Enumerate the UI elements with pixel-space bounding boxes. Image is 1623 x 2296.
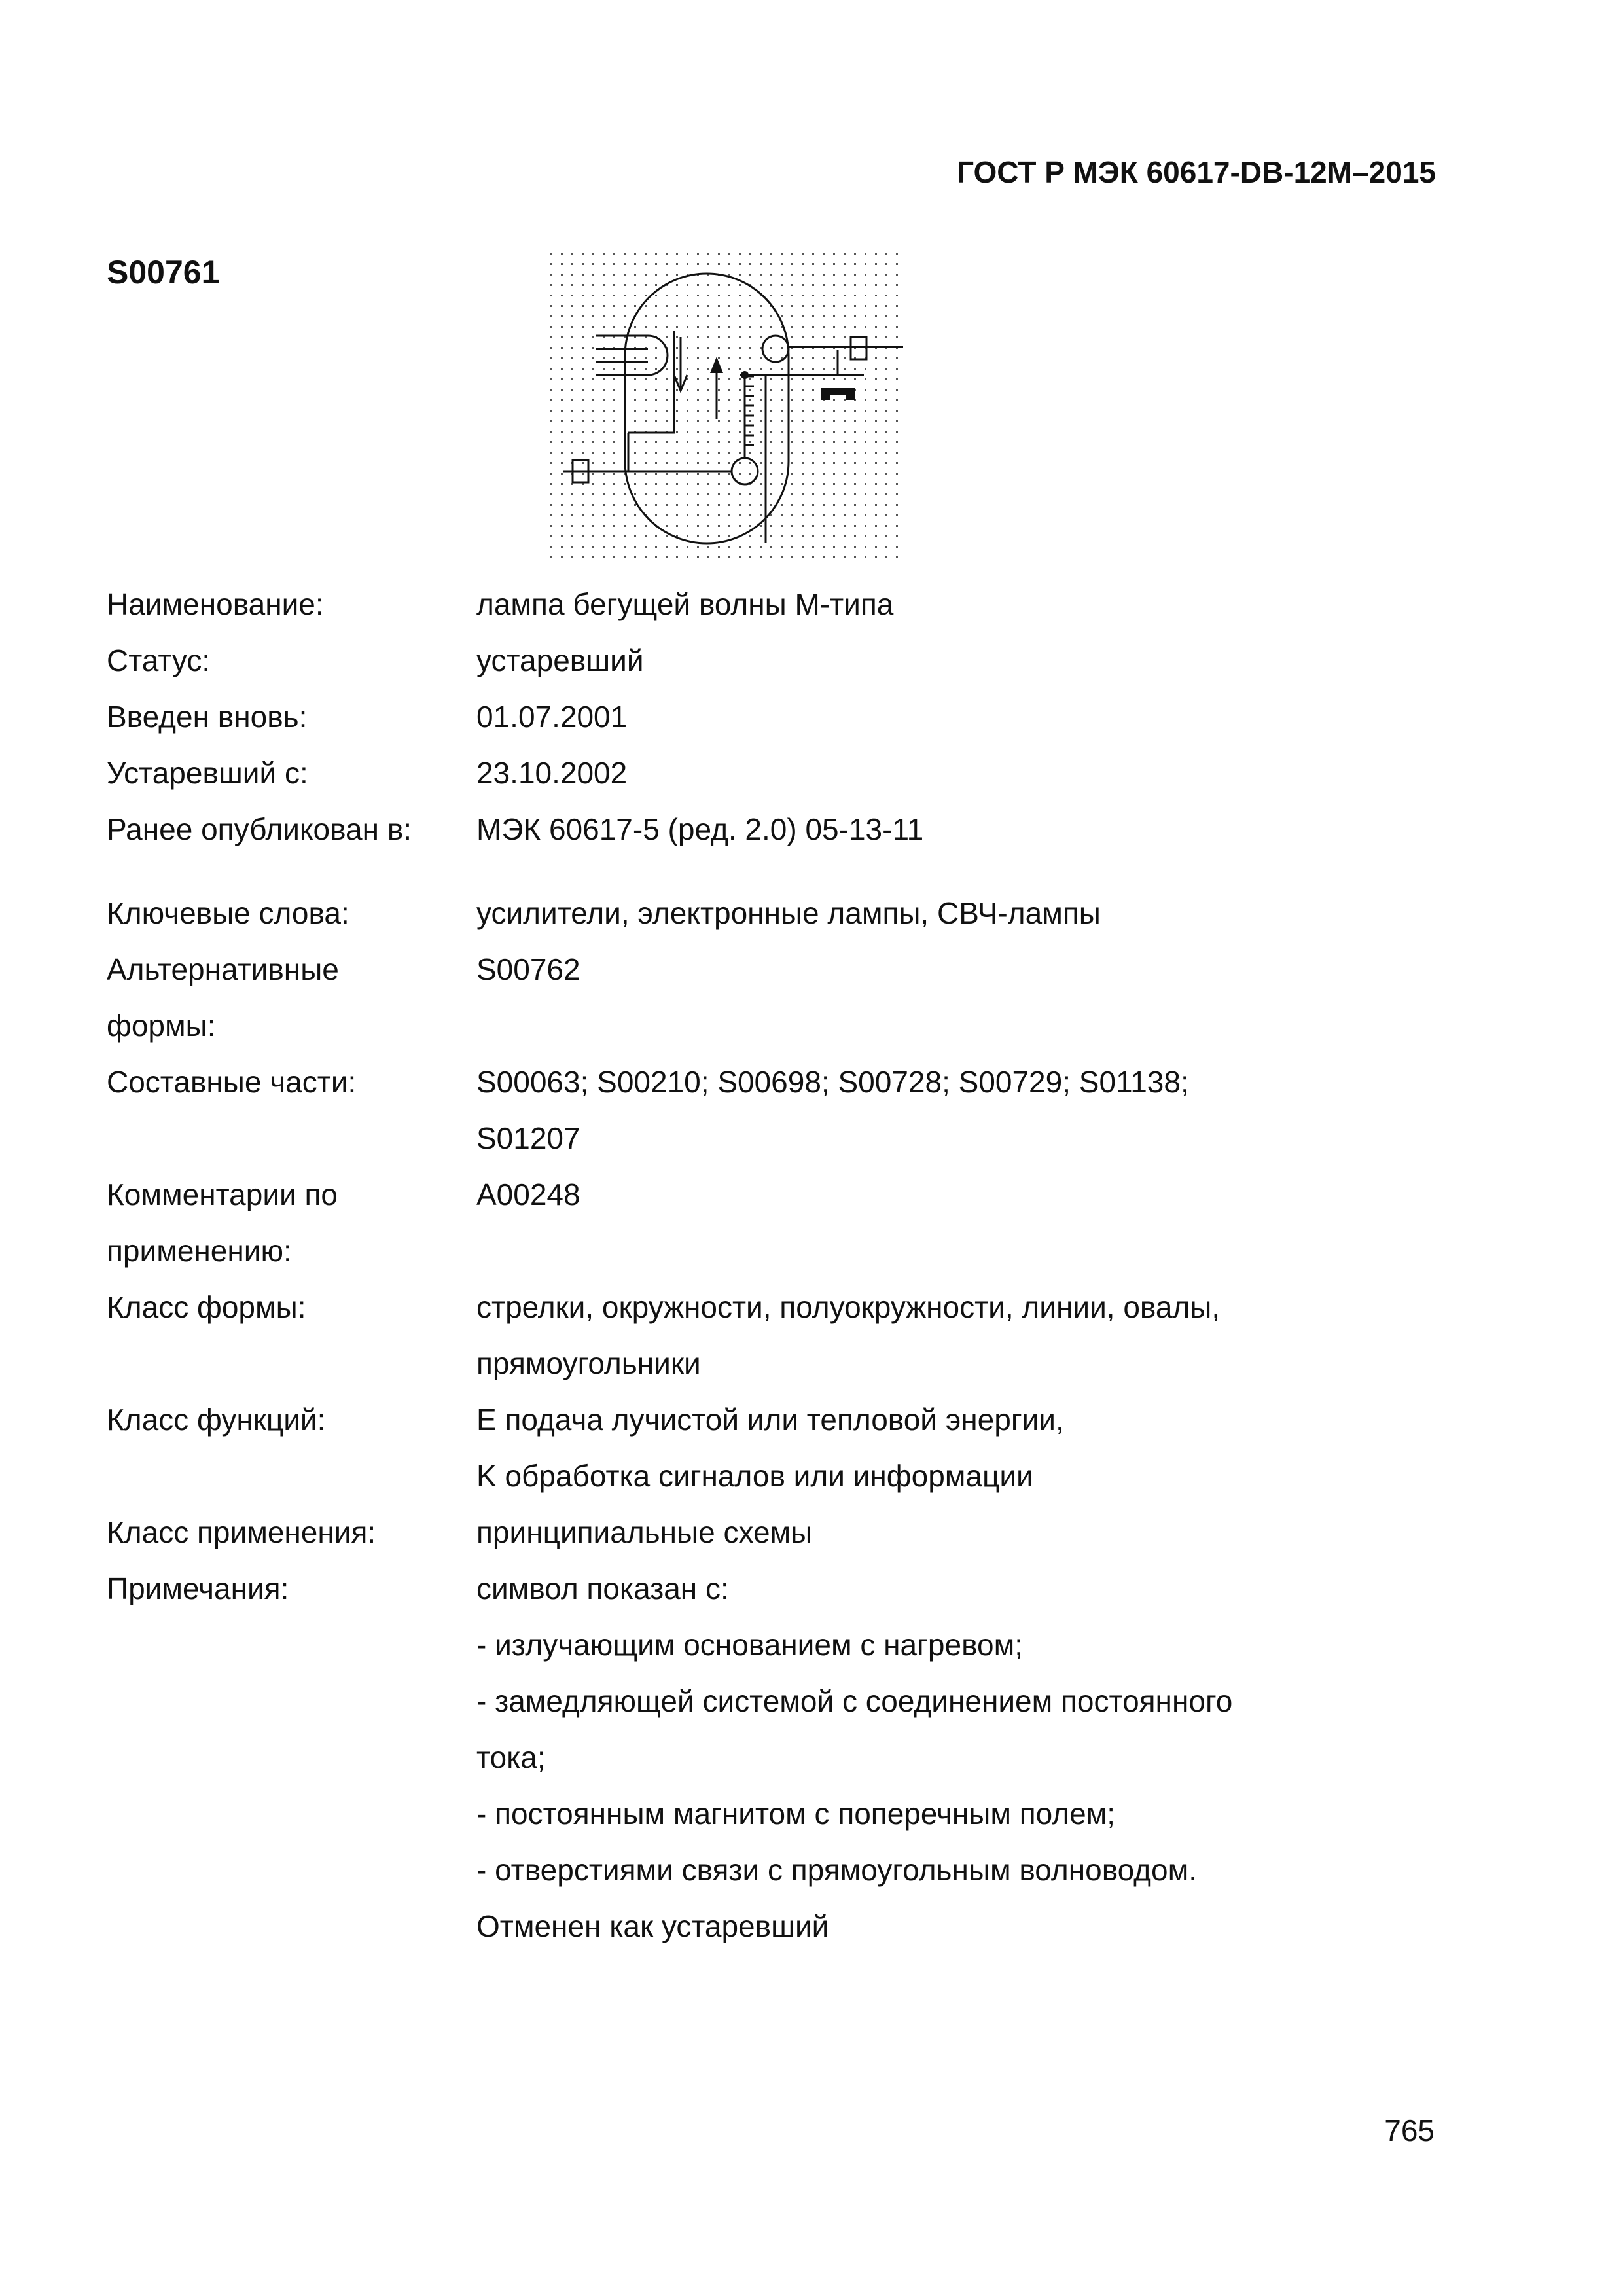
field-name: Наименование: лампа бегущей волны М-типа [107, 587, 894, 621]
field-application-class: Класс применения: принципиальные схемы [107, 1515, 813, 1549]
standard-designation: ГОСТ Р МЭК 60617-DB-12M–2015 [957, 155, 1436, 189]
field-application-notes: Комментарии по применению: A00248 [107, 1177, 580, 1268]
field-status: Статус: устаревший [107, 643, 644, 677]
symbol-graphic [550, 252, 903, 566]
field-introduced: Введен вновь: 01.07.2001 [107, 700, 628, 734]
symbol-code: S00761 [107, 254, 220, 291]
field-keywords: Ключевые слова: усилители, электронные лампы, СВЧ-лампы [107, 896, 1101, 930]
field-function-class: Класс функций: E подача лучистой или тепловой энергии, K обработка сигналов или информации [107, 1403, 1064, 1493]
field-alternative-forms: Альтернативные формы: S00762 [107, 952, 580, 1043]
page-number: 765 [1384, 2113, 1435, 2147]
field-obsolete-since: Устаревший с: 23.10.2002 [107, 756, 628, 790]
field-components: Составные части: S00063; S00210; S00698; S00728; S00729; S01138; S01207 [107, 1065, 1189, 1155]
field-shape-class: Класс формы: стрелки, окружности, полуокружности, линии, овалы, прямоугольники [107, 1290, 1221, 1380]
dot-grid [550, 252, 903, 566]
field-previously-published: Ранее опубликован в: МЭК 60617-5 (ред. 2.0) 05-13-11 [107, 812, 924, 846]
attribute-table [107, 576, 1481, 1954]
field-notes: Примечания: символ показан с: - излучающим основанием с нагревом; - замедляющей системой с соединением постоянного тока; - постоянным магнитом с поперечным полем; - отверстиями связи с прямоугольным волноводом. Отменен как устаревший [107, 1571, 1233, 1943]
